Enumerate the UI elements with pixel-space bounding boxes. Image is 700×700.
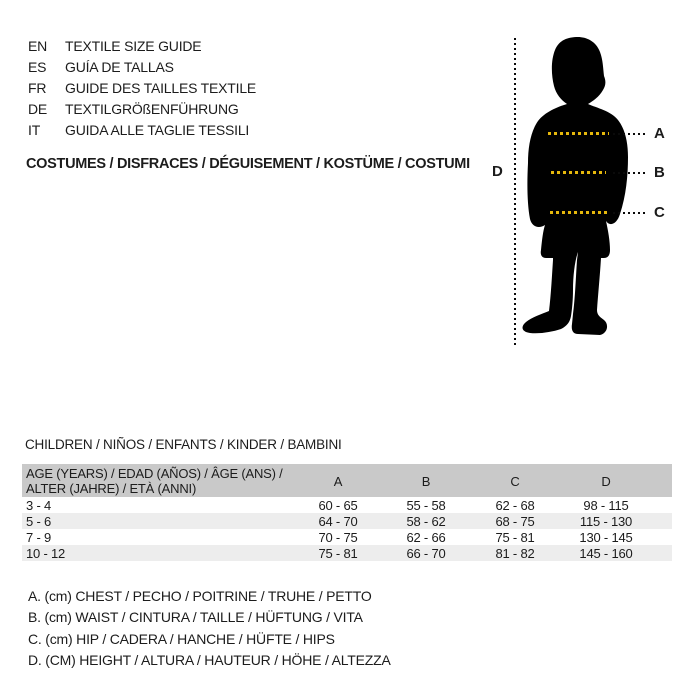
- table-row: [22, 529, 672, 545]
- hip-measure-label: C: [654, 204, 665, 221]
- height-measure-label: D: [492, 163, 503, 180]
- children-section-title: CHILDREN / NIÑOS / ENFANTS / KINDER / BAMBINI: [25, 437, 342, 452]
- language-label: TEXTILE SIZE GUIDE: [65, 37, 202, 54]
- height-measure-line: [514, 38, 516, 348]
- legend-item-hip: C. (cm) HIP / CADERA / HANCHE / HÜFTE / HIPS: [28, 630, 335, 647]
- height-cell: 115 - 130: [579, 513, 633, 529]
- waist-cell: 58 - 62: [406, 513, 446, 529]
- language-code: ES: [28, 58, 47, 75]
- language-guide-list: [28, 35, 256, 140]
- size-table: [22, 464, 672, 561]
- age-cell: 7 - 9: [26, 529, 52, 545]
- hip-leader-line: [613, 212, 648, 214]
- language-code: EN: [28, 37, 48, 54]
- table-row: [22, 545, 672, 561]
- language-label: TEXTILGRÖßENFÜHRUNG: [65, 100, 239, 117]
- waist-leader-line: [613, 172, 648, 174]
- waist-cell: 66 - 70: [406, 545, 446, 561]
- legend-item-waist: B. (cm) WAIST / CINTURA / TAILLE / HÜFTUNG / VITA: [28, 609, 363, 626]
- language-row-fr: [28, 77, 256, 98]
- chest-cell: 60 - 65: [318, 497, 358, 513]
- hip-measure-line: [550, 211, 609, 214]
- chest-measure-line: [548, 132, 609, 135]
- column-header-d: D: [601, 473, 611, 489]
- language-label: GUIDE DES TAILLES TEXTILE: [65, 79, 257, 96]
- height-cell: 130 - 145: [579, 529, 633, 545]
- chest-measure-label: A: [654, 125, 665, 142]
- hip-cell: 75 - 81: [495, 529, 535, 545]
- chest-cell: 75 - 81: [318, 545, 358, 561]
- language-code: FR: [28, 79, 47, 96]
- legend-item-height: D. (CM) HEIGHT / ALTURA / HAUTEUR / HÖHE / ALTEZZA: [28, 652, 391, 669]
- age-header-line1: AGE (YEARS) / EDAD (AÑOS) / ÂGE (ANS) /: [26, 466, 283, 481]
- hip-cell: 62 - 68: [495, 497, 535, 513]
- measurement-legend: [28, 585, 391, 671]
- waist-measure-line: [551, 171, 606, 174]
- hip-cell: 68 - 75: [495, 513, 535, 529]
- category-heading: COSTUMES / DISFRACES / DÉGUISEMENT / KOSTÜME / COSTUMI: [26, 156, 470, 172]
- chest-cell: 64 - 70: [318, 513, 358, 529]
- age-cell: 5 - 6: [26, 513, 52, 529]
- chest-leader-line: [613, 133, 648, 135]
- column-header-a: A: [333, 473, 343, 489]
- legend-item-chest: A. (cm) CHEST / PECHO / POITRINE / TRUHE / PETTO: [28, 587, 372, 604]
- language-label: GUIDA ALLE TAGLIE TESSILI: [65, 121, 250, 138]
- language-row-de: [28, 98, 256, 119]
- language-row-it: [28, 119, 256, 140]
- table-row: [22, 513, 672, 529]
- age-header-line2: ALTER (JAHRE) / ETÀ (ANNI): [26, 481, 197, 496]
- waist-measure-label: B: [654, 164, 665, 181]
- height-cell: 145 - 160: [579, 545, 633, 561]
- waist-cell: 62 - 66: [406, 529, 446, 545]
- age-cell: 3 - 4: [26, 497, 52, 513]
- column-header-b: B: [421, 473, 431, 489]
- table-row: [22, 497, 672, 513]
- child-silhouette: [518, 33, 632, 343]
- waist-cell: 55 - 58: [406, 497, 446, 513]
- chest-cell: 70 - 75: [318, 529, 358, 545]
- language-row-en: [28, 35, 256, 56]
- language-code: DE: [28, 100, 48, 117]
- hip-cell: 81 - 82: [495, 545, 535, 561]
- language-row-es: [28, 56, 256, 77]
- height-cell: 98 - 115: [583, 497, 629, 513]
- language-label: GUÍA DE TALLAS: [65, 58, 174, 75]
- column-header-c: C: [510, 473, 520, 489]
- size-table-header: [22, 464, 672, 497]
- language-code: IT: [28, 121, 41, 138]
- age-cell: 10 - 12: [26, 545, 66, 561]
- age-column-header: [22, 466, 294, 496]
